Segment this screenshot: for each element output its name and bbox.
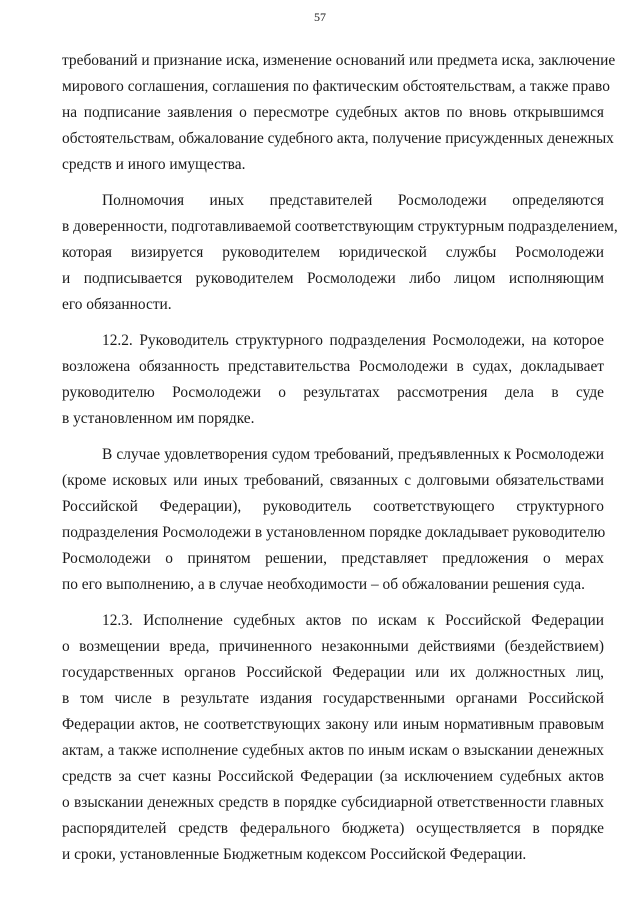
text-line: актам, а также исполнение судебных актов по иным искам о взыскании денежных: [62, 742, 604, 759]
text-line: о взыскании денежных средств в порядке субсидиарной ответственности главных: [62, 794, 604, 811]
text-line: руководителю Росмолодежи о результатах рассмотрения дела в суде: [62, 384, 604, 401]
text-line: средств и иного имущества.: [62, 156, 246, 173]
text-line: (кроме исковых или иных требований, связанных с долговыми обязательствами: [62, 472, 604, 489]
text-line: возложена обязанность представительства Росмолодежи в судах, докладывает: [62, 358, 604, 375]
text-line: его обязанности.: [62, 296, 172, 313]
text-line: Полномочия иных представителей Росмолодежи определяются: [102, 192, 604, 209]
paragraph-1: [62, 48, 616, 178]
paragraph-2: [62, 188, 618, 318]
text-line: Российской Федерации), руководитель соответствующего структурного: [62, 498, 604, 515]
text-line: средств за счет казны Российской Федерации (за исключением судебных актов: [62, 768, 604, 785]
text-line: 12.3. Исполнение судебных актов по искам к Российской Федерации: [102, 612, 604, 629]
text-line: Федерации актов, не соответствующих закону или иным нормативным правовым: [62, 716, 604, 733]
page-number: 57: [314, 10, 326, 24]
text-line: и подписывается руководителем Росмолодежи либо лицом исполняющим: [62, 270, 604, 287]
text-line: в доверенности, подготавливаемой соответствующим структурным подразделением,: [62, 218, 618, 235]
text-line: государственных органов Российской Федерации или их должностных лиц,: [62, 664, 604, 681]
text-line: Росмолодежи о принятом решении, представляет предложения о мерах: [62, 550, 604, 567]
text-line: 12.2. Руководитель структурного подразделения Росмолодежи, на которое: [102, 332, 604, 349]
text-line: и сроки, установленные Бюджетным кодексом Российской Федерации.: [62, 846, 527, 863]
text-line: В случае удовлетворения судом требований, предъявленных к Росмолодежи: [102, 446, 604, 463]
text-line: на подписание заявления о пересмотре судебных актов по вновь открывшимся: [62, 104, 604, 121]
text-line: мирового соглашения, соглашения по фактическим обстоятельствам, а также право: [62, 78, 610, 95]
text-line: требований и признание иска, изменение оснований или предмета иска, заключение: [62, 52, 616, 69]
text-line: которая визируется руководителем юридической службы Росмолодежи: [62, 244, 604, 261]
text-line: в том числе в результате издания государственными органами Российской: [62, 690, 604, 707]
text-line: обстоятельствам, обжалование судебного акта, получение присужденных денежных: [62, 130, 614, 147]
text-line: распорядителей средств федерального бюджета) осуществляется в порядке: [62, 820, 604, 837]
text-line: в установленном им порядке.: [62, 410, 255, 427]
paragraph-4: [62, 442, 604, 598]
document-body: [62, 48, 618, 868]
text-line: о возмещении вреда, причиненного незаконными действиями (бездействием): [62, 638, 604, 655]
text-line: подразделения Росмолодежи в установленном порядке докладывает руководителю: [62, 524, 606, 541]
paragraph-3: [62, 328, 604, 432]
paragraph-5: [62, 608, 604, 868]
text-line: по его выполнению, а в случае необходимости – об обжаловании решения суда.: [62, 576, 585, 593]
